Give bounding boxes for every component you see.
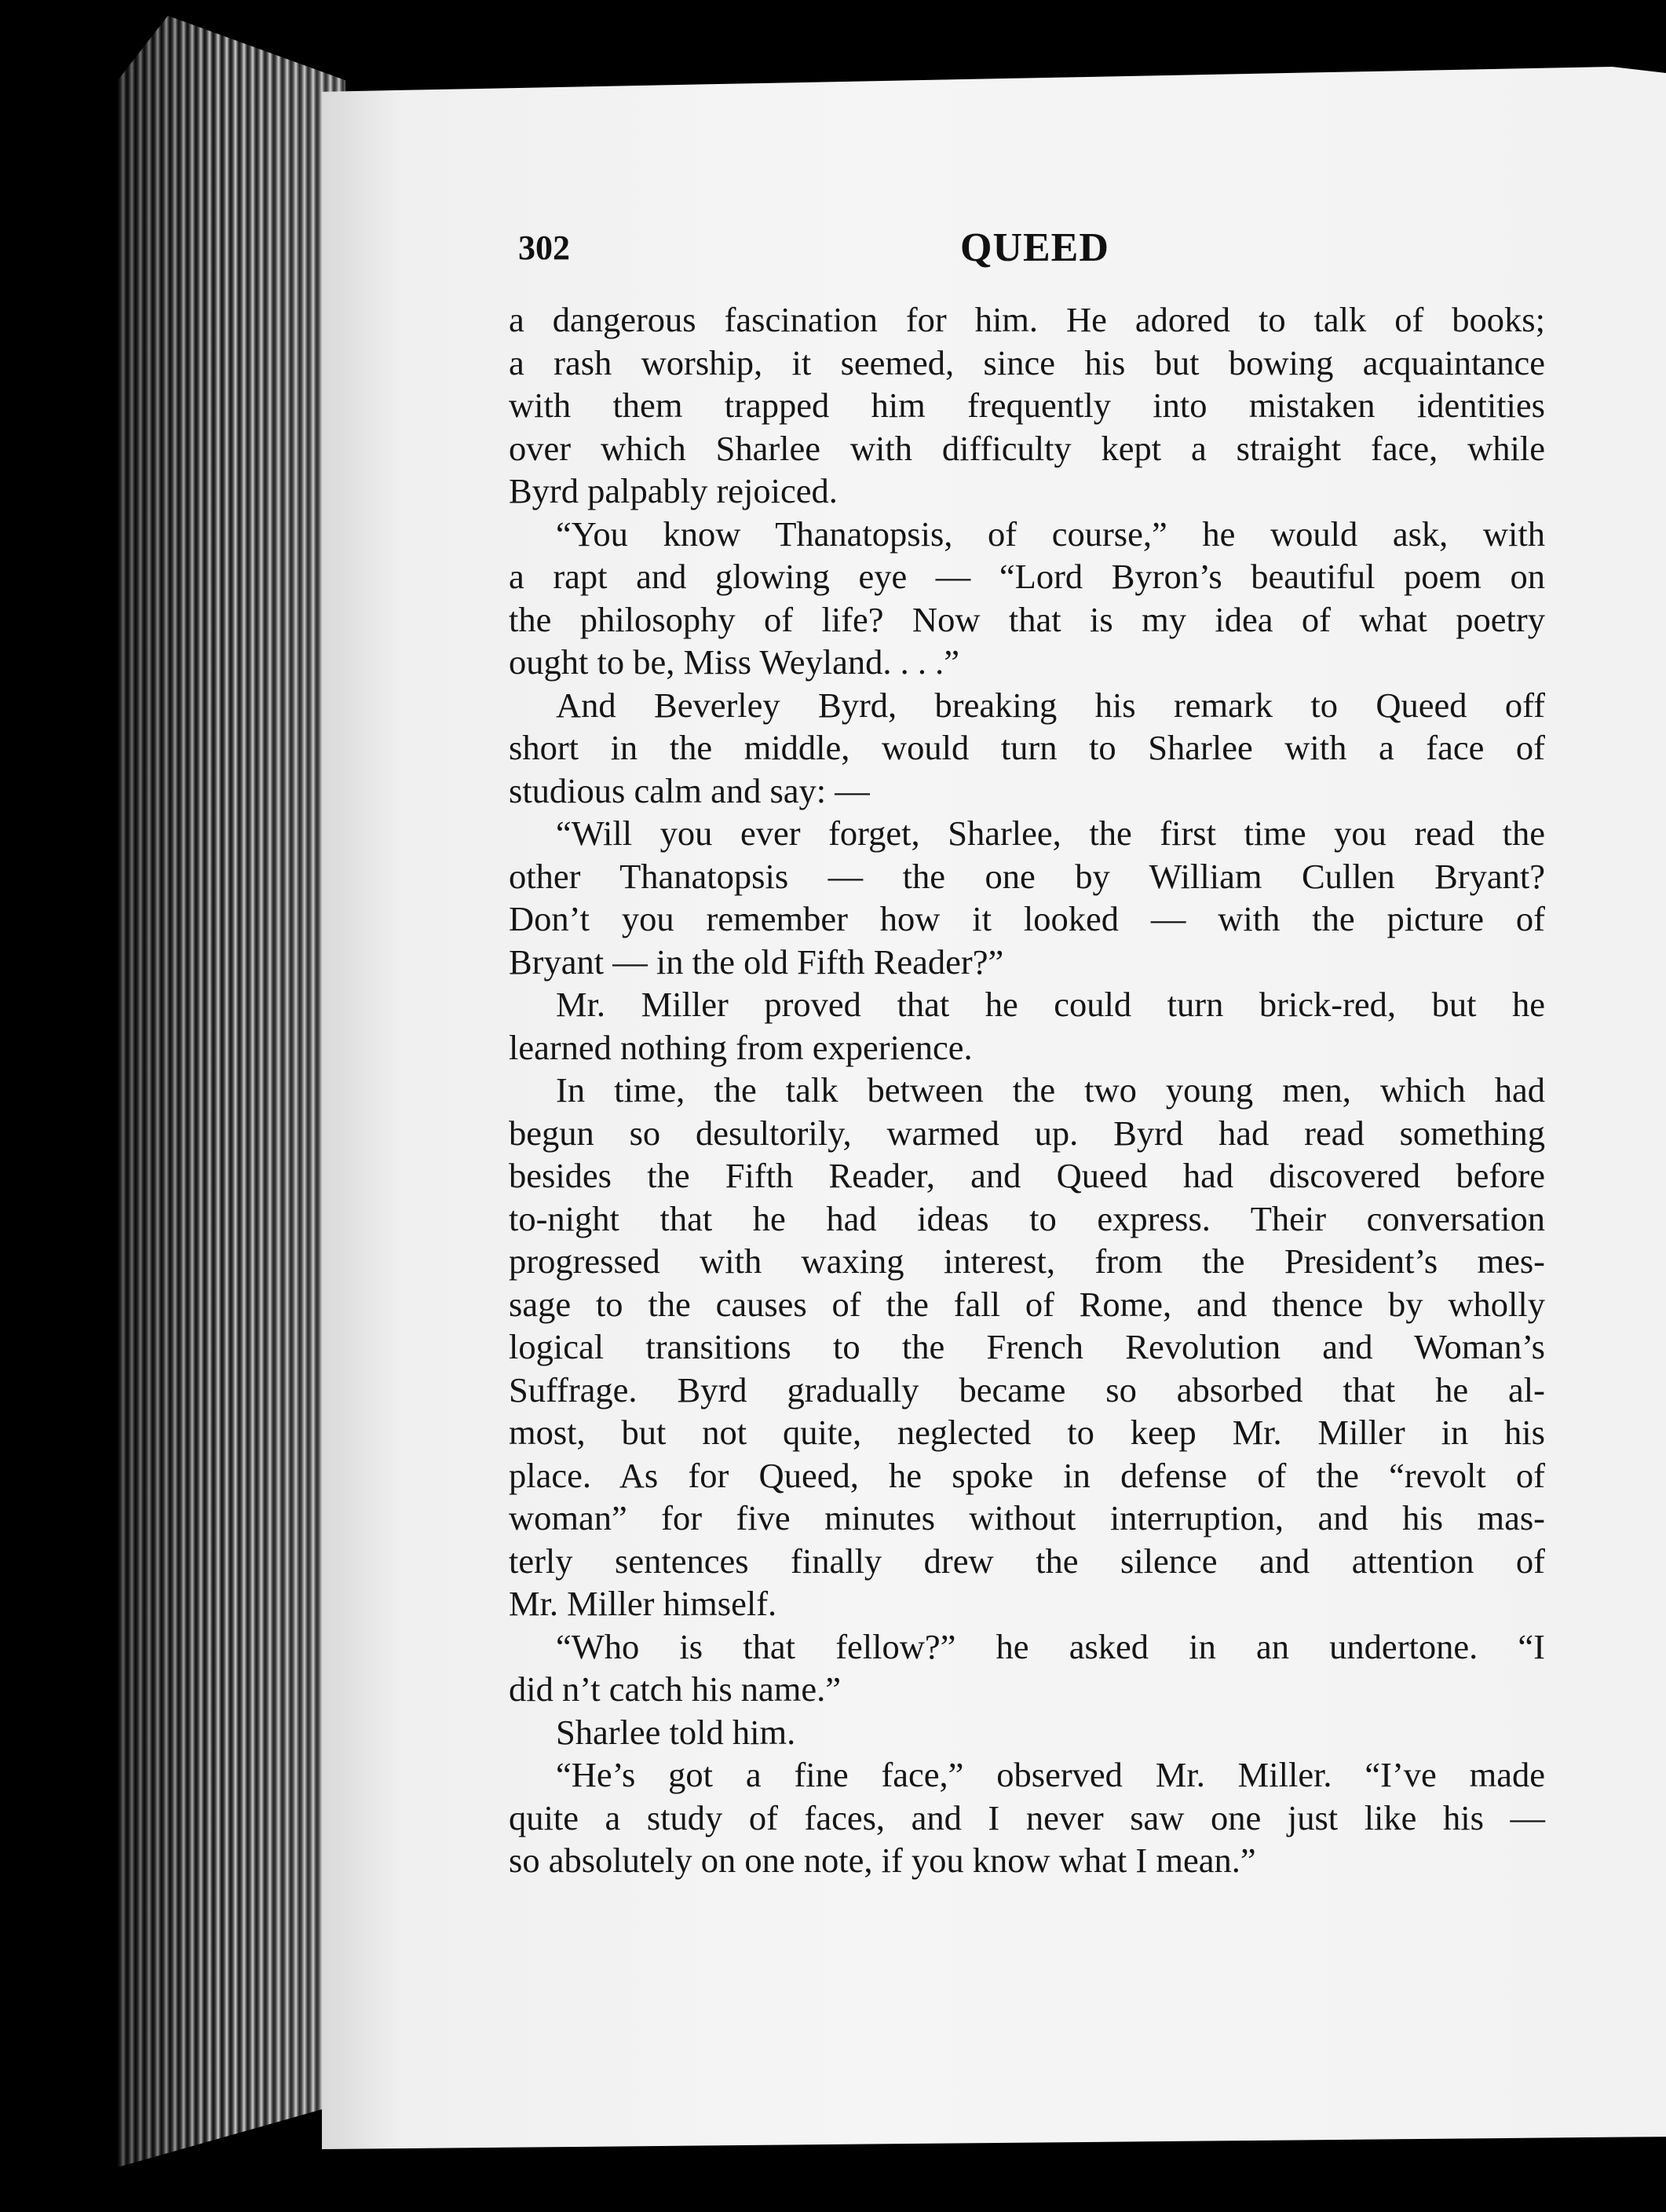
text-line: quite a study of faces, and I never saw one just like his —	[509, 1797, 1545, 1837]
text-line: besides the Fifth Reader, and Queed had discovered before	[509, 1156, 1545, 1195]
text-line: so absolutely on one note, if you know what I mean.”	[509, 1841, 1256, 1880]
running-title: QUEED	[960, 225, 1109, 270]
text-line: learned nothing from experience.	[509, 1027, 973, 1067]
text-line: a rash worship, it seemed, since his but bowing acquaintance	[509, 342, 1545, 382]
text-line: with them trapped him frequently into mistaken identities	[509, 386, 1545, 425]
page-header	[518, 225, 1539, 275]
text-line: progressed with waxing interest, from the President’s mes-	[509, 1241, 1545, 1281]
text-line: short in the middle, would turn to Sharlee with a face of	[509, 728, 1545, 767]
text-line: Byrd palpably rejoiced.	[509, 471, 838, 510]
text-line: “Who is that fellow?” he asked in an undertone. “I	[556, 1626, 1545, 1666]
page-number: 302	[518, 229, 570, 267]
text-line: woman” for five minutes without interruption, and his mas-	[509, 1498, 1545, 1537]
book-page-edges	[118, 16, 345, 2167]
text-line: Mr. Miller proved that he could turn brick-red, but he	[556, 985, 1545, 1024]
text-line: “You know Thanatopsis, of course,” he would ask, with	[556, 514, 1545, 554]
text-line: “Will you ever forget, Sharlee, the first time you read the	[556, 814, 1545, 853]
text-line: Mr. Miller himself.	[509, 1584, 777, 1623]
text-line: place. As for Queed, he spoke in defense of the “revolt of	[509, 1455, 1545, 1495]
text-line: did n’t catch his name.”	[509, 1669, 842, 1709]
text-line: Don’t you remember how it looked — with the picture of	[509, 899, 1545, 938]
text-line: Bryant — in the old Fifth Reader?”	[509, 941, 1004, 982]
text-line: And Beverley Byrd, breaking his remark to Queed off	[556, 685, 1545, 725]
text-line: other Thanatopsis — the one by William Cullen Bryant?	[509, 856, 1545, 896]
text-line: “He’s got a fine face,” observed Mr. Miller. “I’ve made	[556, 1755, 1545, 1794]
text-line: a rapt and glowing eye — “Lord Byron’s beautiful poem on	[509, 557, 1545, 596]
text-line: the philosophy of life? Now that is my idea of what poetry	[509, 599, 1545, 639]
text-line: ought to be, Miss Weyland. . . .”	[509, 642, 960, 682]
text-line: a dangerous fascination for him. He adored to talk of books;	[509, 300, 1545, 339]
text-line: to-night that he had ideas to express. Their conversation	[509, 1198, 1545, 1238]
text-line: begun so desultorily, warmed up. Byrd had read something	[509, 1113, 1545, 1153]
text-line: studious calm and say: —	[509, 770, 870, 810]
text-line: logical transitions to the French Revolution and Woman’s	[509, 1327, 1545, 1366]
text-line: sage to the causes of the fall of Rome, and thence by wholly	[509, 1284, 1545, 1324]
text-line: In time, the talk between the two young men, which had	[556, 1070, 1545, 1110]
body-text	[509, 298, 1545, 1882]
text-line: terly sentences finally drew the silence and attention of	[509, 1541, 1545, 1581]
text-line: Sharlee told him.	[556, 1712, 796, 1752]
text-line: over which Sharlee with difficulty kept a straight face, while	[509, 428, 1545, 468]
text-line: most, but not quite, neglected to keep Mr. Miller in his	[509, 1413, 1545, 1452]
text-line: Suffrage. Byrd gradually became so absorbed that he al-	[509, 1369, 1545, 1409]
